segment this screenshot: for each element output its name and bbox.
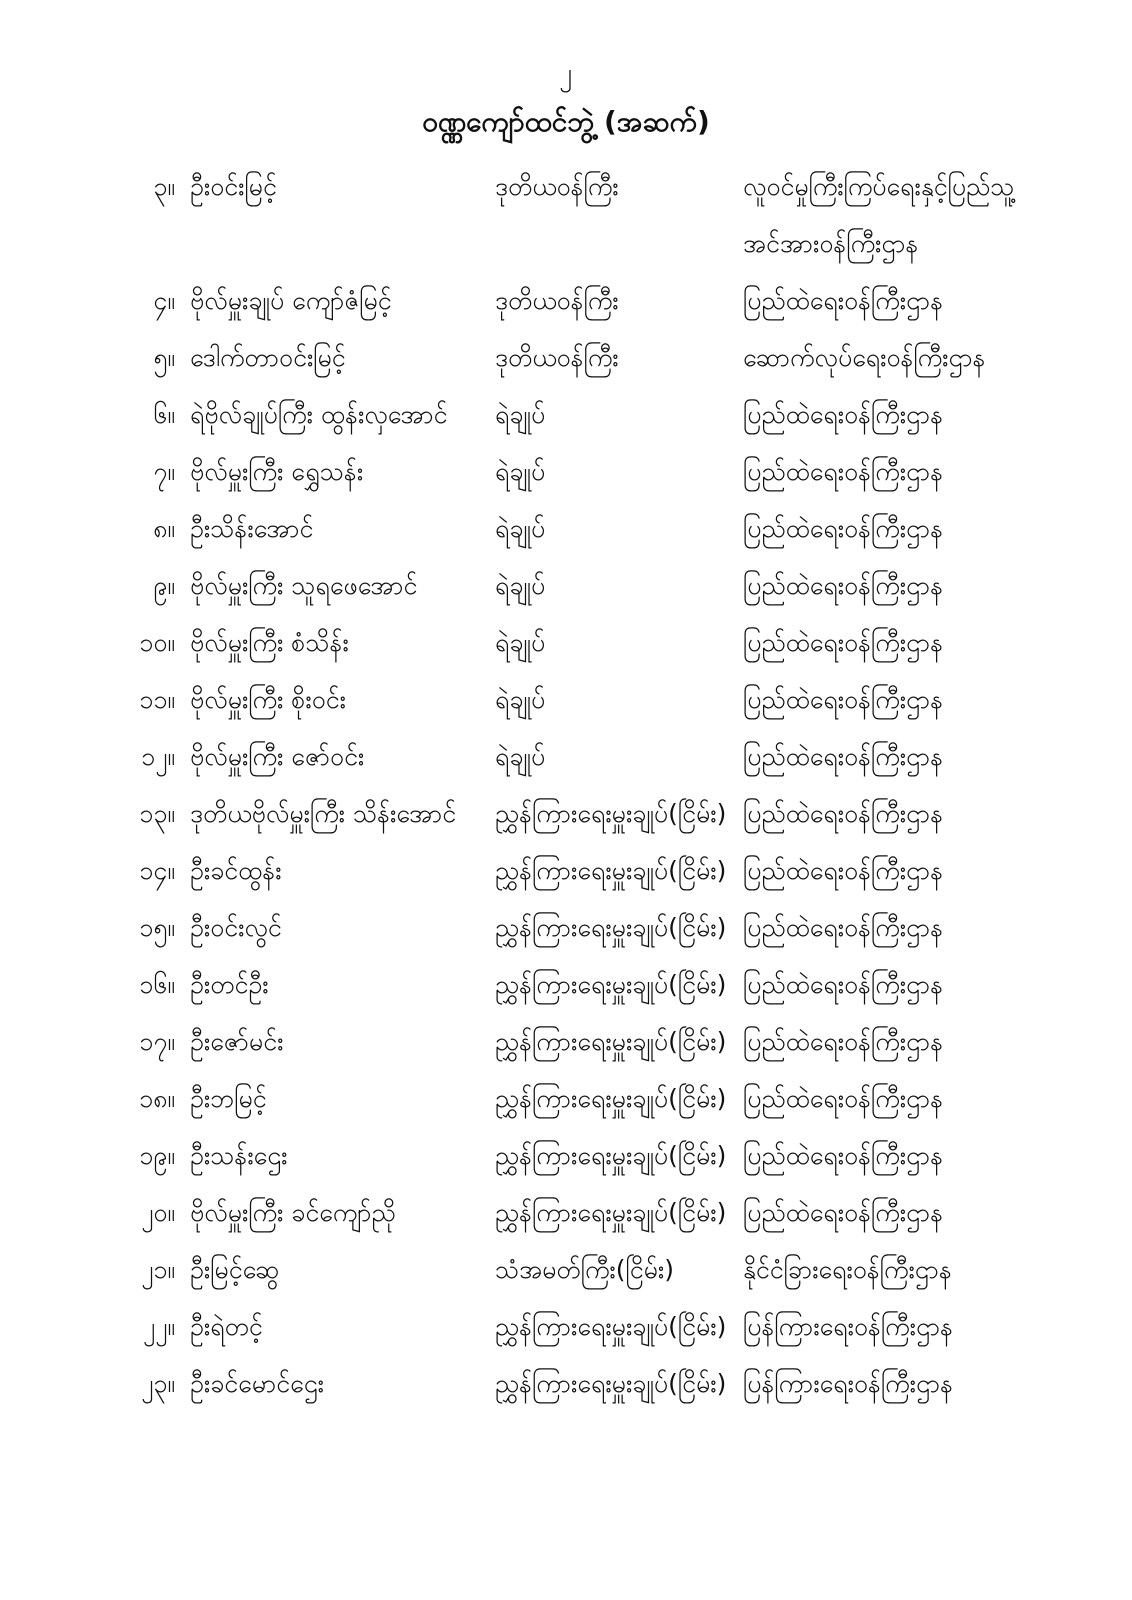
table-row xyxy=(113,671,1092,728)
cell-number: ၆။ xyxy=(153,400,175,429)
ministry-line-1: နိုင်ငံခြားရေးဝန်ကြီးဌာန xyxy=(743,1255,952,1284)
cell-name: ဦးဝင်းမြင့် xyxy=(190,172,277,201)
cell-name: ဦးတင်ဦး xyxy=(190,970,269,999)
cell-ministry xyxy=(743,785,1092,842)
cell-name: ဦးသိန်းအောင် xyxy=(190,514,314,543)
table-row xyxy=(113,272,1092,329)
table-row xyxy=(113,1241,1092,1298)
ministry-line-1: ဆောက်လုပ်ရေးဝန်ကြီးဌာန xyxy=(743,343,986,372)
cell-title: ညွှန်ကြားရေးမှူးချုပ်(ငြိမ်း) xyxy=(495,1369,727,1398)
table-row xyxy=(113,158,1092,272)
cell-number: ၁၁။ xyxy=(139,685,175,714)
cell-ministry xyxy=(743,671,1092,728)
cell-name: ဗိုလ်မှူးကြီး စိုးဝင်း xyxy=(190,685,346,714)
ministry-line-1: ပြည်ထဲရေးဝန်ကြီးဌာန xyxy=(743,286,944,315)
cell-name: ဦးခင်မောင်ဌေး xyxy=(190,1369,324,1398)
cell-number: ၁၄။ xyxy=(139,856,175,885)
table-row xyxy=(113,899,1092,956)
table-row xyxy=(113,1013,1092,1070)
ministry-line-1: ပြည်ထဲရေးဝန်ကြီးဌာန xyxy=(743,571,944,600)
cell-title: ဒုတိယဝန်ကြီး xyxy=(495,172,619,201)
ministry-line-1: ပြန်ကြားရေးဝန်ကြီးဌာန xyxy=(743,1369,954,1398)
cell-title: ရဲချုပ် xyxy=(495,685,546,714)
cell-ministry xyxy=(743,443,1092,500)
cell-ministry xyxy=(743,1127,1092,1184)
table-row xyxy=(113,329,1092,386)
cell-number: ၁၅။ xyxy=(139,913,175,942)
cell-name: ဦးခင်ထွန်း xyxy=(190,856,282,885)
ministry-line-1: လူဝင်မှုကြီးကြပ်ရေးနှင့်ပြည်သူ့ xyxy=(743,172,1015,201)
document-title: ဝဏ္ဏကျော်ထင်ဘွဲ့ (အဆက်) xyxy=(422,105,710,138)
cell-name: ဦးဝင်းလွင် xyxy=(190,913,282,942)
cell-number: ၁၂။ xyxy=(141,742,175,771)
ministry-line-1: ပြည်ထဲရေးဝန်ကြီးဌာန xyxy=(743,856,944,885)
table-row xyxy=(113,1298,1092,1355)
ministry-line-1: ပြည်ထဲရေးဝန်ကြီးဌာန xyxy=(743,457,944,486)
cell-title: ရဲချုပ် xyxy=(495,628,546,657)
cell-ministry xyxy=(743,272,1092,329)
cell-ministry xyxy=(743,614,1092,671)
cell-number: ၁၀။ xyxy=(139,628,175,657)
cell-name: ဗိုလ်မှူးချုပ် ကျော်ဇံမြင့် xyxy=(190,286,392,315)
ministry-line-1: ပြည်ထဲရေးဝန်ကြီးဌာန xyxy=(743,1084,944,1113)
cell-ministry xyxy=(743,1070,1092,1127)
table-row xyxy=(113,386,1092,443)
ministry-line-1: ပြည်ထဲရေးဝန်ကြီးဌာန xyxy=(743,1027,944,1056)
cell-ministry xyxy=(743,1241,1092,1298)
cell-ministry xyxy=(743,956,1092,1013)
cell-name: ရဲဗိုလ်ချုပ်ကြီး ထွန်းလှအောင် xyxy=(190,400,448,429)
ministry-line-2: အင်အားဝန်ကြီးဌာန xyxy=(743,229,919,258)
cell-name: ဦးမြင့်ဆွေ xyxy=(190,1255,280,1284)
cell-number: ၇။ xyxy=(153,457,175,486)
table-row xyxy=(113,956,1092,1013)
ministry-line-1: ပြည်ထဲရေးဝန်ကြီးဌာန xyxy=(743,742,944,771)
table-row xyxy=(113,728,1092,785)
cell-ministry xyxy=(743,1184,1092,1241)
cell-number: ၅။ xyxy=(153,343,175,372)
cell-name: ဗိုလ်မှူးကြီး စံသိန်း xyxy=(190,628,349,657)
cell-ministry xyxy=(743,728,1092,785)
cell-number: ၂၃။ xyxy=(141,1369,175,1398)
cell-name: ဗိုလ်မှူးကြီး ခင်ကျော်ညို xyxy=(190,1198,396,1227)
cell-title: ရဲချုပ် xyxy=(495,571,546,600)
cell-name: ဗိုလ်မှူးကြီး ဇော်ဝင်း xyxy=(190,742,365,771)
cell-title: ဒုတိယဝန်ကြီး xyxy=(495,343,619,372)
cell-title: ရဲချုပ် xyxy=(495,514,546,543)
cell-name: ဗိုလ်မှူးကြီး ရွှေသန်း xyxy=(190,457,364,486)
cell-ministry xyxy=(743,158,1092,272)
cell-ministry xyxy=(743,1298,1092,1355)
cell-title: ရဲချုပ် xyxy=(495,742,546,771)
cell-number: ၄။ xyxy=(153,286,175,315)
cell-number: ၈။ xyxy=(153,514,175,543)
table-row xyxy=(113,785,1092,842)
cell-ministry xyxy=(743,386,1092,443)
cell-title: ညွှန်ကြားရေးမှူးချုပ်(ငြိမ်း) xyxy=(495,856,727,885)
page-number: ၂ xyxy=(559,58,573,88)
cell-number: ၂၂။ xyxy=(142,1312,175,1341)
cell-ministry xyxy=(743,1013,1092,1070)
ministry-line-1: ပြည်ထဲရေးဝန်ကြီးဌာန xyxy=(743,799,944,828)
cell-ministry xyxy=(743,329,1092,386)
ministry-line-1: ပြည်ထဲရေးဝန်ကြီးဌာန xyxy=(743,913,944,942)
cell-name: ဦးသန်းဌေး xyxy=(190,1141,288,1170)
ministry-line-1: ပြည်ထဲရေးဝန်ကြီးဌာန xyxy=(743,1141,944,1170)
cell-name: ဦးဘမြင့် xyxy=(190,1084,267,1113)
cell-ministry xyxy=(743,557,1092,614)
roster-table xyxy=(0,158,1132,1412)
table-row xyxy=(113,1355,1092,1412)
cell-title: ရဲချုပ် xyxy=(495,400,546,429)
table-row xyxy=(113,842,1092,899)
cell-number: ၁၈။ xyxy=(139,1084,175,1113)
cell-title: ညွှန်ကြားရေးမှူးချုပ်(ငြိမ်း) xyxy=(495,1027,727,1056)
ministry-line-1: ပြည်ထဲရေးဝန်ကြီးဌာန xyxy=(743,514,944,543)
cell-ministry xyxy=(743,500,1092,557)
ministry-line-1: ပြည်ထဲရေးဝန်ကြီးဌာန xyxy=(743,628,944,657)
cell-ministry xyxy=(743,899,1092,956)
table-row xyxy=(113,557,1092,614)
cell-name: ဒေါက်တာဝင်းမြင့် xyxy=(190,343,346,372)
ministry-line-1: ပြည်ထဲရေးဝန်ကြီးဌာန xyxy=(743,970,944,999)
cell-title: ညွှန်ကြားရေးမှူးချုပ်(ငြိမ်း) xyxy=(495,1312,727,1341)
cell-number: ၁၉။ xyxy=(139,1141,175,1170)
cell-title: ညွှန်ကြားရေးမှူးချုပ်(ငြိမ်း) xyxy=(495,1084,727,1113)
cell-number: ၁၃။ xyxy=(139,799,175,828)
cell-number: ၂၀။ xyxy=(141,1198,175,1227)
ministry-line-1: ပြည်ထဲရေးဝန်ကြီးဌာန xyxy=(743,1198,944,1227)
table-row xyxy=(113,443,1092,500)
cell-number: ၂၁။ xyxy=(141,1255,175,1284)
cell-name: ဒုတိယဗိုလ်မှူးကြီး သိန်းအောင် xyxy=(190,799,457,828)
cell-number: ၁၆။ xyxy=(139,970,175,999)
table-row xyxy=(113,614,1092,671)
table-row xyxy=(113,500,1092,557)
cell-number: ၃။ xyxy=(153,172,175,201)
table-row xyxy=(113,1184,1092,1241)
cell-title: သံအမတ်ကြီး(ငြိမ်း) xyxy=(495,1255,674,1284)
cell-title: ညွှန်ကြားရေးမှူးချုပ်(ငြိမ်း) xyxy=(495,799,727,828)
cell-name: ဦးရဲတင့် xyxy=(190,1312,263,1341)
cell-name: ဦးဇော်မင်း xyxy=(190,1027,284,1056)
cell-title: ညွှန်ကြားရေးမှူးချုပ်(ငြိမ်း) xyxy=(495,970,727,999)
cell-title: ညွှန်ကြားရေးမှူးချုပ်(ငြိမ်း) xyxy=(495,1198,727,1227)
cell-title: ညွှန်ကြားရေးမှူးချုပ်(ငြိမ်း) xyxy=(495,1141,727,1170)
ministry-line-1: ပြည်ထဲရေးဝန်ကြီးဌာန xyxy=(743,685,944,714)
cell-number: ၁၇။ xyxy=(139,1027,175,1056)
ministry-line-1: ပြန်ကြားရေးဝန်ကြီးဌာန xyxy=(743,1312,954,1341)
table-row xyxy=(113,1070,1092,1127)
cell-name: ဗိုလ်မှူးကြီး သူရဖေအောင် xyxy=(190,571,418,600)
cell-ministry xyxy=(743,842,1092,899)
cell-title: ရဲချုပ် xyxy=(495,457,546,486)
cell-ministry xyxy=(743,1355,1092,1412)
cell-title: ဒုတိယဝန်ကြီး xyxy=(495,286,619,315)
cell-number: ၉။ xyxy=(153,571,175,600)
ministry-line-1: ပြည်ထဲရေးဝန်ကြီးဌာန xyxy=(743,400,944,429)
table-row xyxy=(113,1127,1092,1184)
cell-title: ညွှန်ကြားရေးမှူးချုပ်(ငြိမ်း) xyxy=(495,913,727,942)
